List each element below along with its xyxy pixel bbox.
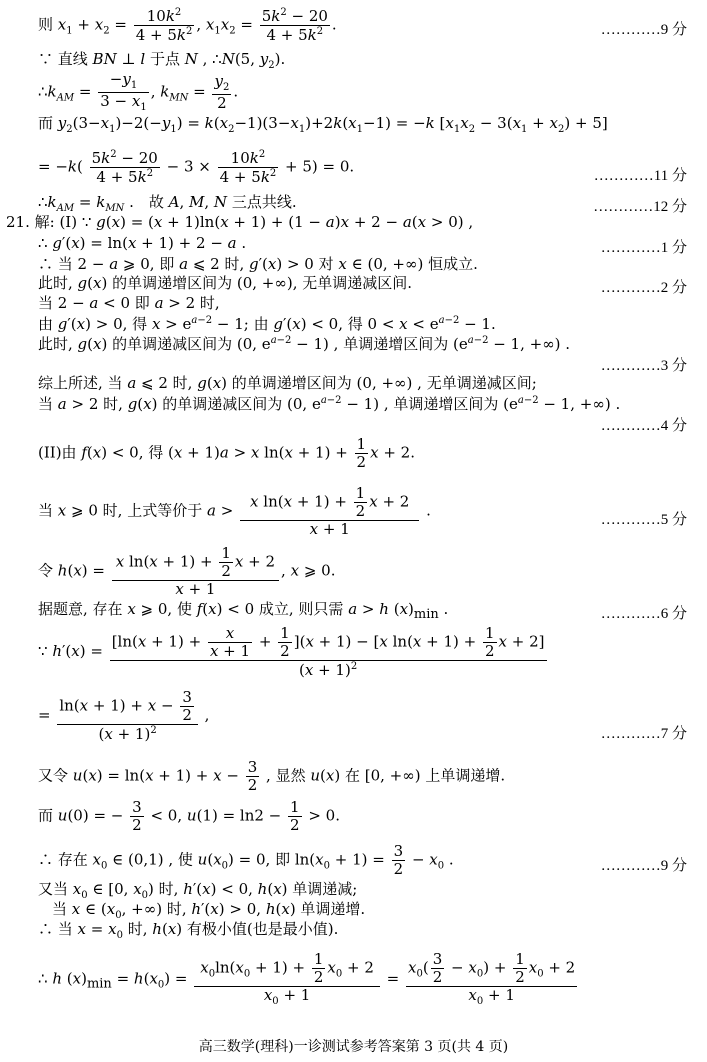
- line-24: ∴ 存在 $x_0$ ∈ (0,1) , 使 $u(x_0) = 0$, 即 $\ln(x_0 + 1)$ = $\frac{3}{2}$ − $x_0$ .: [38, 842, 454, 878]
- line-28: ∴ h $(x)_{min} = h(x_0)$ = $x_0\ln(x_0 + 1)$ + $\frac{1}{2}$ $x_0 + 2$ $x_0 + 1$ = $x_0$( $\frac{3}{2}$ − $x_0$) + $\frac{1}{2}$ $x_0 + 2$ $x_0 + 1$: [38, 950, 576, 1007]
- line-9: ∴ 当 2 − a ⩾ 0, 即 a ⩽ 2 时, g′(x) > 0 对 x ∈ (0, +∞) 恒成立.: [38, 255, 478, 273]
- score-12: …………12 分: [593, 199, 687, 215]
- line-26: 当 x ∈ ($x_0$, +∞) 时, h′(x) > 0, h(x) 单调递增.: [52, 900, 366, 921]
- line-19: 据题意, 存在 x ⩾ 0, 使 f(x) < 0 成立, 则只需 a > h $(x)_{min}$ .: [38, 600, 449, 622]
- line-25: 又当 $x_0$ ∈ [0, $x_0$) 时, h′(x) < 0, h(x) 单调递减;: [38, 880, 358, 901]
- score-1: …………1 分: [600, 240, 687, 256]
- score-9-b: …………9 分: [600, 858, 687, 874]
- line-7: 21. 解: (I) ∵ g(x) = (x + 1)ln(x + 1) + (1 − a)x + 2 − a(x > 0) ,: [6, 213, 474, 231]
- score-2: …………2 分: [600, 280, 687, 296]
- line-2: ∵ 直线 BN ⊥ l 于点 N , ∴N(5, $y_2$).: [38, 50, 286, 71]
- line-16: (II)由 f(x) < 0, 得 (x + 1)a > x ln(x + 1) + $\frac{1}{2}$ x + 2.: [38, 435, 415, 471]
- line-12: 由 g′(x) > 0, 得 $x > e^{a-2} - 1$; 由 g′(x) < 0, 得 $0 < x < e^{a-2} - 1$.: [38, 315, 496, 333]
- line-10: 此时, g(x) 的单调递增区间为 (0, +∞), 无单调递减区间.: [38, 274, 413, 292]
- score-5: …………5 分: [600, 512, 687, 528]
- line-13: 此时, g(x) 的单调递减区间为 (0, $e^{a-2} - 1$) , 单调递增区间为 ($e^{a-2} - 1$, +∞) .: [38, 335, 571, 353]
- line-21: = ln(x + 1) + x − $\frac{3}{2}$ $(x + 1)^2$ ,: [38, 688, 210, 743]
- line-8: ∴ g′(x) = ln(x + 1) + 2 − a .: [38, 234, 247, 252]
- line-20: ∵ h′(x) = [ln(x + 1) + $\frac{x}{x + 1}$ + $\frac{1}{2}$ ](x + 1) − [x ln(x + 1) + $\frac{1}{2}$ x + 2] $(x + 1)^2$: [38, 624, 545, 679]
- score-9-a: …………9 分: [600, 22, 687, 38]
- line-14: 综上所述, 当 a ⩽ 2 时, g(x) 的单调递增区间为 (0, +∞) , 无单调递减区间;: [38, 374, 537, 392]
- score-6: …………6 分: [600, 606, 687, 622]
- line-5: = −k( $\frac{5k^2 - 20}{4 + 5k^2}$ − 3 × $\frac{10k^2}{4 + 5k^2}$ + 5) = 0.: [38, 149, 355, 186]
- line-22: 又令 u(x) = ln(x + 1) + x − $\frac{3}{2}$ , 显然 u(x) 在 [0, +∞) 上单调递增.: [38, 758, 506, 794]
- score-7: …………7 分: [600, 726, 687, 742]
- line-23: 而 u(0) = − $\frac{3}{2}$ < 0, u(1) = ln2 − $\frac{1}{2}$ > 0.: [38, 798, 340, 834]
- line-18: 令 h(x) = x ln(x + 1) + $\frac{1}{2}$ x + 2 x + 1 , x ⩾ 0.: [38, 544, 336, 598]
- score-4: …………4 分: [600, 418, 687, 434]
- line-3: $\therefore k_{AM}$ = $\frac{-y_1}{3 - x_1}$ , $k_{MN}$ = $\frac{y_2}{2}$ .: [38, 70, 239, 113]
- line-4: 而 $y_2(3-x_1)-2(-y_1) = k(x_2-1)(3-x_1)+2k(x_1-1) = -k$ $[x_1x_2 - 3(x_1 + x_2) + 5]$: [38, 114, 608, 135]
- page-footer: 高三数学(理科)一诊测试参考答案第 3 页(共 4 页): [198, 1039, 509, 1055]
- line-6: $\therefore k_{AM} = k_{MN}$ . 故 A, M, N 三点共线.: [38, 193, 297, 214]
- line-1: 则 $x_1 + x_2$ = $\frac{10k^2}{4 + 5k^2}$ , $x_1x_2$ = $\frac{5k^2 - 20}{4 + 5k^2}$ .: [38, 7, 337, 44]
- line-15: 当 a > 2 时, g(x) 的单调递减区间为 (0, $e^{a-2} - 1$) , 单调递增区间为 ($e^{a-2} - 1$, +∞) .: [38, 395, 621, 413]
- line-17: 当 x ⩾ 0 时, 上式等价于 a > x ln(x + 1) + $\frac{1}{2}$ x + 2 x + 1 .: [38, 484, 431, 538]
- line-27: ∴ 当 $x = x_0$ 时, h(x) 有极小值(也是最小值).: [38, 920, 339, 941]
- line-11: 当 2 − a < 0 即 a > 2 时,: [38, 294, 220, 312]
- score-11: …………11 分: [593, 168, 687, 184]
- score-3: …………3 分: [600, 358, 687, 374]
